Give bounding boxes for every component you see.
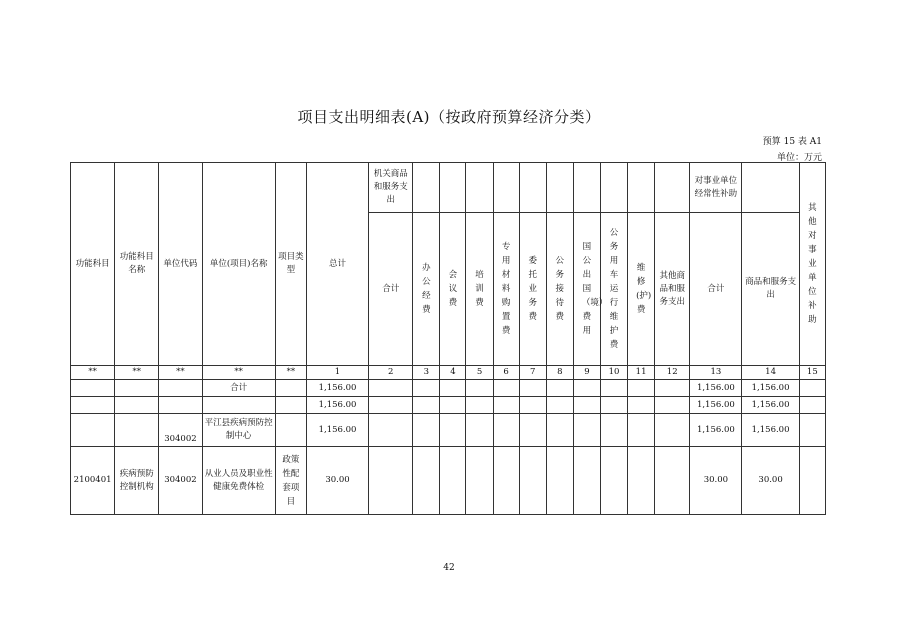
form-code: 预算 15 表 A1 (762, 137, 822, 147)
index-cell: ** (71, 366, 115, 380)
cell-sub-heji: 30.00 (690, 447, 742, 515)
cell-empty (440, 397, 466, 414)
header-row-1 (71, 163, 826, 213)
header-func-name: 功能科目名称 (115, 163, 159, 366)
index-cell: 9 (573, 366, 600, 380)
header-sub-goods: 商品和服务支出 (742, 213, 799, 366)
cell-total: 1,156.00 (306, 397, 368, 414)
header-blank (628, 163, 655, 213)
header-meeting-text: 会议费 (448, 270, 458, 308)
cell-sub-goods: 30.00 (742, 447, 799, 515)
header-blank (655, 163, 690, 213)
index-cell: 2 (369, 366, 413, 380)
cell-proj-type (275, 380, 306, 397)
cell-func-name (115, 414, 159, 447)
header-unit-code: 单位代码 (159, 163, 202, 366)
cell-unit-name: 合计 (202, 380, 275, 397)
cell-empty (369, 447, 413, 515)
index-cell: ** (115, 366, 159, 380)
cell-empty (413, 397, 440, 414)
page-number: 42 (443, 563, 455, 573)
header-repair (628, 213, 655, 366)
cell-func-code (71, 414, 115, 447)
cell-empty (628, 397, 655, 414)
cell-unit-name: 从业人员及职业性健康免费体检 (202, 447, 275, 515)
header-blank (742, 163, 799, 213)
header-reception (546, 213, 573, 366)
header-func-code: 功能科目 (71, 163, 115, 366)
header-unit-name: 单位(项目)名称 (202, 163, 275, 366)
index-cell: 1 (306, 366, 368, 380)
header-office (413, 213, 440, 366)
header-blank (546, 163, 573, 213)
cell-total: 1,156.00 (306, 380, 368, 397)
cell-empty (546, 380, 573, 397)
header-reception-text: 公务接待费 (555, 256, 565, 322)
index-cell: 13 (690, 366, 742, 380)
cell-empty (466, 447, 493, 515)
cell-proj-type (275, 414, 306, 447)
cell-empty (519, 397, 546, 414)
cell-unit-name (202, 397, 275, 414)
cell-empty (440, 380, 466, 397)
cell-sub-heji: 1,156.00 (690, 397, 742, 414)
index-cell: 3 (413, 366, 440, 380)
header-abroad (573, 213, 608, 366)
header-training-text: 培训费 (475, 270, 484, 308)
index-cell: 14 (742, 366, 799, 380)
cell-empty (493, 397, 519, 414)
cell-empty (799, 414, 825, 447)
header-blank (519, 163, 546, 213)
cell-empty (466, 414, 493, 447)
header-abroad-text: 国公出国（境）费用 (581, 242, 608, 336)
header-commission (519, 213, 546, 366)
index-cell: ** (275, 366, 306, 380)
table-row (71, 397, 826, 414)
header-training (466, 213, 493, 366)
cell-empty (369, 414, 413, 447)
cell-total: 1,156.00 (306, 414, 368, 447)
index-cell: ** (202, 366, 275, 380)
header-blank (573, 163, 600, 213)
cell-empty (655, 380, 690, 397)
cell-empty (546, 414, 573, 447)
table-row (71, 447, 826, 515)
cell-func-code: 2100401 (71, 447, 115, 515)
cell-empty (573, 397, 600, 414)
index-cell: ** (159, 366, 202, 380)
table-row (71, 380, 826, 397)
cell-proj-type (275, 397, 306, 414)
header-vehicle (600, 213, 627, 366)
cell-unit-code (159, 397, 202, 414)
cell-func-name (115, 397, 159, 414)
cell-unit-code: 304002 (159, 447, 202, 515)
cell-sub-heji: 1,156.00 (690, 380, 742, 397)
cell-total: 30.00 (306, 447, 368, 515)
header-material-text: 专用材料购置费 (501, 242, 511, 336)
cell-empty (440, 447, 466, 515)
cell-empty (799, 447, 825, 515)
cell-empty (440, 414, 466, 447)
cell-empty (600, 414, 627, 447)
cell-empty (573, 380, 600, 397)
cell-proj-type-text: 政策性配套项目 (282, 454, 300, 507)
cell-empty (413, 380, 440, 397)
header-total: 总计 (306, 163, 368, 366)
index-cell: 15 (799, 366, 825, 380)
index-cell: 7 (519, 366, 546, 380)
header-proj-type: 项目类型 (275, 163, 306, 366)
cell-empty (628, 380, 655, 397)
header-vehicle-text: 公务用车运行维护费 (609, 228, 619, 350)
cell-unit-code (159, 380, 202, 397)
cell-empty (573, 447, 600, 515)
expenditure-table (70, 162, 826, 515)
cell-empty (466, 380, 493, 397)
cell-empty (369, 397, 413, 414)
header-other-goods: 其他商品和服务支出 (655, 213, 690, 366)
header-meeting (440, 213, 466, 366)
index-cell: 6 (493, 366, 519, 380)
table-row (71, 414, 826, 447)
cell-empty (413, 447, 440, 515)
cell-empty (493, 380, 519, 397)
cell-empty (799, 397, 825, 414)
cell-func-name: 疾病预防控制机构 (115, 447, 159, 515)
header-blank (600, 163, 627, 213)
header-group-goods: 机关商品和服务支出 (369, 163, 413, 213)
cell-empty (413, 414, 440, 447)
cell-empty (493, 447, 519, 515)
cell-empty (519, 414, 546, 447)
cell-empty (628, 447, 655, 515)
header-blank (440, 163, 466, 213)
header-sub-other-text: 其他对事业单位补助 (808, 203, 817, 325)
cell-empty (600, 447, 627, 515)
index-row (71, 366, 826, 380)
cell-sub-goods: 1,156.00 (742, 380, 799, 397)
header-blank (413, 163, 440, 213)
cell-empty (466, 397, 493, 414)
index-cell: 8 (546, 366, 573, 380)
cell-unit-code: 304002 (159, 414, 202, 447)
cell-sub-goods: 1,156.00 (742, 414, 799, 447)
header-material (493, 213, 519, 366)
cell-empty (799, 380, 825, 397)
cell-empty (655, 447, 690, 515)
cell-empty (655, 397, 690, 414)
cell-empty (600, 397, 627, 414)
cell-empty (655, 414, 690, 447)
header-repair-text: 维修(护)费 (636, 263, 652, 315)
cell-empty (519, 447, 546, 515)
index-cell: 4 (440, 366, 466, 380)
header-heji: 合计 (369, 213, 413, 366)
cell-empty (546, 397, 573, 414)
cell-sub-goods: 1,156.00 (742, 397, 799, 414)
header-sub-heji: 合计 (690, 213, 742, 366)
cell-empty (519, 380, 546, 397)
cell-empty (573, 414, 600, 447)
header-office-text: 办公经费 (422, 263, 431, 315)
cell-empty (546, 447, 573, 515)
cell-empty (493, 414, 519, 447)
page-title: 项目支出明细表(A)（按政府预算经济分类） (297, 108, 601, 126)
header-commission-text: 委托业务费 (528, 256, 537, 322)
cell-sub-heji: 1,156.00 (690, 414, 742, 447)
cell-func-name (115, 380, 159, 397)
index-cell: 12 (655, 366, 690, 380)
unit-label: 单位：万元 (776, 153, 822, 163)
header-sub-other (799, 163, 825, 366)
cell-empty (369, 380, 413, 397)
cell-empty (600, 380, 627, 397)
cell-func-code (71, 397, 115, 414)
index-cell: 10 (600, 366, 627, 380)
cell-unit-name: 平江县疾病预防控制中心 (202, 414, 275, 447)
header-blank (493, 163, 519, 213)
cell-func-code (71, 380, 115, 397)
header-blank (466, 163, 493, 213)
cell-empty (628, 414, 655, 447)
cell-proj-type (275, 447, 306, 515)
index-cell: 5 (466, 366, 493, 380)
index-cell: 11 (628, 366, 655, 380)
header-group-subsidy: 对事业单位经常性补助 (690, 163, 742, 213)
